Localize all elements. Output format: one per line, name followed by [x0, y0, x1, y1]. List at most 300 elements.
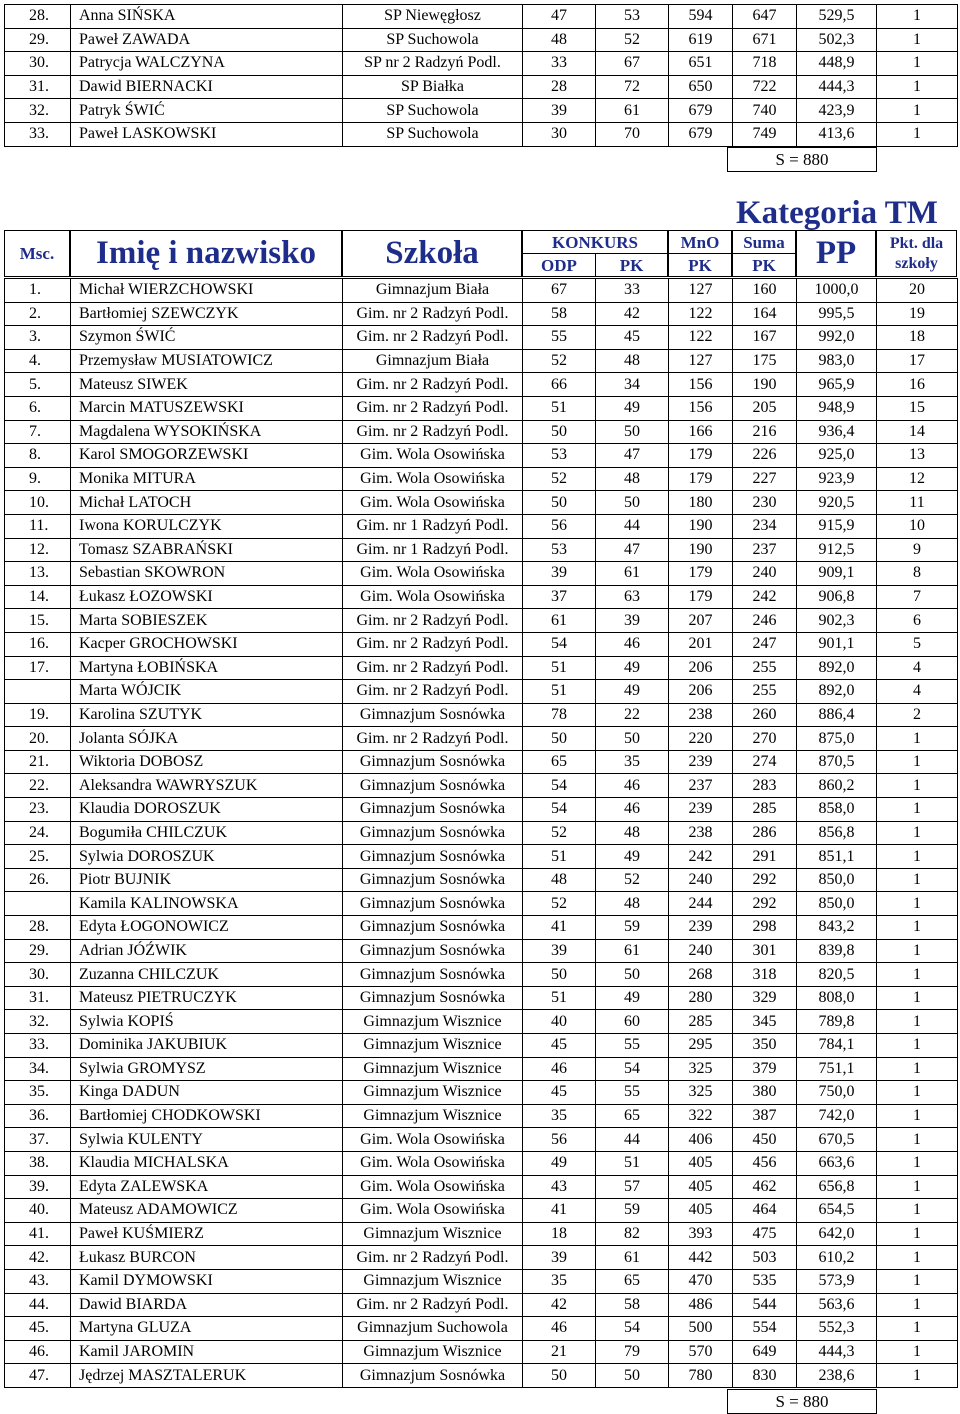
- header-name: Imię i nazwisko: [70, 230, 342, 277]
- konkurs-odp-cell: 45: [523, 1081, 596, 1105]
- rank-cell: 14.: [5, 585, 71, 609]
- table-row: [5, 727, 958, 751]
- table-row: [5, 562, 958, 586]
- mno-pk-cell: 325: [669, 1057, 733, 1081]
- school-cell: Gim. nr 2 Radzyń Podl.: [343, 1293, 523, 1317]
- suma-pk-cell: 255: [733, 680, 797, 704]
- rank-cell: 26.: [5, 868, 71, 892]
- school-cell: Gim. Wola Osowińska: [343, 562, 523, 586]
- konkurs-pk-cell: 50: [596, 963, 669, 987]
- school-points-cell: 1: [877, 727, 958, 751]
- table-row: [5, 444, 958, 468]
- konkurs-pk-cell: 61: [596, 1246, 669, 1270]
- rank-cell: 29.: [5, 28, 71, 52]
- school-cell: Gim. Wola Osowińska: [343, 444, 523, 468]
- konkurs-pk-cell: 54: [596, 1317, 669, 1341]
- mno-pk-cell: 156: [669, 373, 733, 397]
- rank-cell: 13.: [5, 562, 71, 586]
- suma-pk-cell: 649: [733, 1340, 797, 1364]
- mno-pk-cell: 206: [669, 656, 733, 680]
- suma-pk-cell: 286: [733, 821, 797, 845]
- suma-pk-cell: 462: [733, 1175, 797, 1199]
- rank-cell: 23.: [5, 798, 71, 822]
- rank-cell: 12.: [5, 538, 71, 562]
- suma-pk-cell: 318: [733, 963, 797, 987]
- name-cell: Sylwia DOROSZUK: [71, 845, 343, 869]
- konkurs-odp-cell: 41: [523, 916, 596, 940]
- konkurs-odp-cell: 65: [523, 750, 596, 774]
- school-points-cell: 1: [877, 1175, 958, 1199]
- konkurs-odp-cell: 54: [523, 632, 596, 656]
- school-points-cell: 19: [877, 302, 958, 326]
- school-points-cell: 1: [877, 1199, 958, 1223]
- school-points-cell: 1: [877, 1222, 958, 1246]
- name-cell: Kamil JAROMIN: [71, 1340, 343, 1364]
- name-cell: Bartłomiej SZEWCZYK: [71, 302, 343, 326]
- school-cell: Gimnazjum Sosnówka: [343, 986, 523, 1010]
- school-cell: Gim. nr 2 Radzyń Podl.: [343, 727, 523, 751]
- school-points-cell: 14: [877, 420, 958, 444]
- suma-pk-cell: 450: [733, 1128, 797, 1152]
- konkurs-odp-cell: 50: [523, 420, 596, 444]
- table-row: [5, 514, 958, 538]
- header-pk-mno: PK: [668, 253, 732, 277]
- pp-cell: 906,8: [797, 585, 877, 609]
- name-cell: Magdalena WYSOKIŃSKA: [71, 420, 343, 444]
- table-row: [5, 1081, 958, 1105]
- konkurs-pk-cell: 55: [596, 1081, 669, 1105]
- konkurs-odp-cell: 52: [523, 821, 596, 845]
- mno-pk-cell: 280: [669, 986, 733, 1010]
- konkurs-odp-cell: 51: [523, 845, 596, 869]
- suma-pk-cell: 298: [733, 916, 797, 940]
- suma-pk-cell: 274: [733, 750, 797, 774]
- konkurs-pk-cell: 49: [596, 986, 669, 1010]
- category-title: Kategoria TM: [736, 195, 938, 231]
- rank-cell: 10.: [5, 491, 71, 515]
- school-cell: Gim. nr 2 Radzyń Podl.: [343, 1246, 523, 1270]
- mno-pk-cell: 242: [669, 845, 733, 869]
- name-cell: Monika MITURA: [71, 467, 343, 491]
- header-msc: Msc.: [4, 230, 70, 277]
- mno-pk-cell: 679: [669, 122, 733, 146]
- konkurs-odp-cell: 51: [523, 986, 596, 1010]
- school-cell: Gimnazjum Sosnówka: [343, 774, 523, 798]
- school-points-cell: 18: [877, 326, 958, 350]
- mno-pk-cell: 470: [669, 1269, 733, 1293]
- sum-top: S = 880: [727, 147, 877, 172]
- school-points-cell: 1: [877, 1010, 958, 1034]
- pp-cell: 563,6: [797, 1293, 877, 1317]
- table-row: [5, 122, 958, 146]
- konkurs-odp-cell: 53: [523, 444, 596, 468]
- header-pkt: [876, 230, 957, 277]
- name-cell: Karolina SZUTYK: [71, 703, 343, 727]
- mno-pk-cell: 206: [669, 680, 733, 704]
- name-cell: Marcin MATUSZEWSKI: [71, 396, 343, 420]
- school-cell: Gim. nr 1 Radzyń Podl.: [343, 514, 523, 538]
- pp-cell: 751,1: [797, 1057, 877, 1081]
- school-points-cell: 1: [877, 868, 958, 892]
- pp-cell: 992,0: [797, 326, 877, 350]
- suma-pk-cell: 247: [733, 632, 797, 656]
- pp-cell: 875,0: [797, 727, 877, 751]
- school-cell: Gim. nr 2 Radzyń Podl.: [343, 373, 523, 397]
- school-points-cell: 1: [877, 1293, 958, 1317]
- school-points-cell: 1: [877, 1128, 958, 1152]
- name-cell: Mateusz ADAMOWICZ: [71, 1199, 343, 1223]
- mno-pk-cell: 238: [669, 703, 733, 727]
- name-cell: Bogumiła CHILCZUK: [71, 821, 343, 845]
- konkurs-odp-cell: 48: [523, 28, 596, 52]
- konkurs-pk-cell: 49: [596, 845, 669, 869]
- konkurs-odp-cell: 21: [523, 1340, 596, 1364]
- pp-cell: 886,4: [797, 703, 877, 727]
- konkurs-odp-cell: 67: [523, 279, 596, 303]
- table-row: [5, 491, 958, 515]
- rank-cell: 34.: [5, 1057, 71, 1081]
- pp-cell: 909,1: [797, 562, 877, 586]
- suma-pk-cell: 260: [733, 703, 797, 727]
- konkurs-odp-cell: 54: [523, 774, 596, 798]
- table-row: [5, 52, 958, 76]
- name-cell: Martyna ŁOBIŃSKA: [71, 656, 343, 680]
- mno-pk-cell: 679: [669, 99, 733, 123]
- konkurs-pk-cell: 70: [596, 122, 669, 146]
- konkurs-odp-cell: 37: [523, 585, 596, 609]
- rank-cell: 47.: [5, 1364, 71, 1388]
- suma-pk-cell: 387: [733, 1104, 797, 1128]
- table-row: [5, 680, 958, 704]
- school-points-cell: 1: [877, 1269, 958, 1293]
- pp-cell: 850,0: [797, 868, 877, 892]
- table-row: [5, 1034, 958, 1058]
- school-cell: Gim. nr 2 Radzyń Podl.: [343, 420, 523, 444]
- rank-cell: 8.: [5, 444, 71, 468]
- rank-cell: 42.: [5, 1246, 71, 1270]
- konkurs-odp-cell: 39: [523, 562, 596, 586]
- konkurs-odp-cell: 39: [523, 1246, 596, 1270]
- school-points-cell: 1: [877, 821, 958, 845]
- table-row: [5, 28, 958, 52]
- suma-pk-cell: 329: [733, 986, 797, 1010]
- table-row: [5, 302, 958, 326]
- school-cell: Gim. nr 2 Radzyń Podl.: [343, 632, 523, 656]
- rank-cell: [5, 892, 71, 916]
- rank-cell: 30.: [5, 52, 71, 76]
- konkurs-odp-cell: 42: [523, 1293, 596, 1317]
- pp-cell: 642,0: [797, 1222, 877, 1246]
- name-cell: Przemysław MUSIATOWICZ: [71, 349, 343, 373]
- rank-cell: 33.: [5, 122, 71, 146]
- konkurs-pk-cell: 52: [596, 868, 669, 892]
- suma-pk-cell: 226: [733, 444, 797, 468]
- mno-pk-cell: 244: [669, 892, 733, 916]
- school-cell: Gim. Wola Osowińska: [343, 1151, 523, 1175]
- rank-cell: 31.: [5, 75, 71, 99]
- konkurs-pk-cell: 58: [596, 1293, 669, 1317]
- rank-cell: 2.: [5, 302, 71, 326]
- mno-pk-cell: 405: [669, 1151, 733, 1175]
- school-cell: Gimnazjum Biała: [343, 349, 523, 373]
- rank-cell: 1.: [5, 279, 71, 303]
- konkurs-odp-cell: 46: [523, 1057, 596, 1081]
- school-points-cell: 1: [877, 1104, 958, 1128]
- suma-pk-cell: 285: [733, 798, 797, 822]
- school-points-cell: 1: [877, 750, 958, 774]
- table-row: [5, 703, 958, 727]
- name-cell: Sylwia KOPIŚ: [71, 1010, 343, 1034]
- mno-pk-cell: 650: [669, 75, 733, 99]
- konkurs-odp-cell: 50: [523, 727, 596, 751]
- rank-cell: 17.: [5, 656, 71, 680]
- suma-pk-cell: 242: [733, 585, 797, 609]
- konkurs-pk-cell: 51: [596, 1151, 669, 1175]
- suma-pk-cell: 240: [733, 562, 797, 586]
- rank-cell: [5, 680, 71, 704]
- table-row: [5, 349, 958, 373]
- school-cell: Gimnazjum Biała: [343, 279, 523, 303]
- pp-cell: 808,0: [797, 986, 877, 1010]
- pp-cell: 902,3: [797, 609, 877, 633]
- konkurs-odp-cell: 50: [523, 963, 596, 987]
- school-cell: Gimnazjum Sosnówka: [343, 703, 523, 727]
- konkurs-pk-cell: 48: [596, 467, 669, 491]
- konkurs-odp-cell: 55: [523, 326, 596, 350]
- pp-cell: 610,2: [797, 1246, 877, 1270]
- name-cell: Aleksandra WAWRYSZUK: [71, 774, 343, 798]
- rank-cell: 38.: [5, 1151, 71, 1175]
- mno-pk-cell: 285: [669, 1010, 733, 1034]
- school-cell: SP Białka: [343, 75, 523, 99]
- mno-pk-cell: 500: [669, 1317, 733, 1341]
- pp-cell: 843,2: [797, 916, 877, 940]
- name-cell: Łukasz BURCON: [71, 1246, 343, 1270]
- mno-pk-cell: 594: [669, 5, 733, 29]
- name-cell: Karol SMOGORZEWSKI: [71, 444, 343, 468]
- table-row: [5, 1222, 958, 1246]
- table-row: [5, 326, 958, 350]
- name-cell: Patrycja WALCZYNA: [71, 52, 343, 76]
- konkurs-pk-cell: 59: [596, 1199, 669, 1223]
- table-row: [5, 1340, 958, 1364]
- suma-pk-cell: 230: [733, 491, 797, 515]
- name-cell: Paweł KUŚMIERZ: [71, 1222, 343, 1246]
- name-cell: Sylwia GROMYSZ: [71, 1057, 343, 1081]
- name-cell: Dawid BIARDA: [71, 1293, 343, 1317]
- mno-pk-cell: 190: [669, 538, 733, 562]
- table-row: [5, 1364, 958, 1388]
- name-cell: Mateusz SIWEK: [71, 373, 343, 397]
- mno-pk-cell: 220: [669, 727, 733, 751]
- table-header: [4, 230, 957, 276]
- rank-cell: 16.: [5, 632, 71, 656]
- konkurs-pk-cell: 52: [596, 28, 669, 52]
- school-cell: SP Niewęgłosz: [343, 5, 523, 29]
- suma-pk-cell: 647: [733, 5, 797, 29]
- rank-cell: 22.: [5, 774, 71, 798]
- mno-pk-cell: 179: [669, 467, 733, 491]
- rank-cell: 28.: [5, 916, 71, 940]
- pp-cell: 860,2: [797, 774, 877, 798]
- konkurs-pk-cell: 39: [596, 609, 669, 633]
- school-cell: Gimnazjum Sosnówka: [343, 821, 523, 845]
- mno-pk-cell: 405: [669, 1199, 733, 1223]
- konkurs-pk-cell: 50: [596, 1364, 669, 1388]
- school-cell: SP Suchowola: [343, 122, 523, 146]
- konkurs-odp-cell: 54: [523, 798, 596, 822]
- table-row: [5, 396, 958, 420]
- school-points-cell: 1: [877, 1034, 958, 1058]
- school-cell: Gimnazjum Sosnówka: [343, 1364, 523, 1388]
- school-points-cell: 1: [877, 845, 958, 869]
- suma-pk-cell: 283: [733, 774, 797, 798]
- school-cell: Gimnazjum Sosnówka: [343, 963, 523, 987]
- school-points-cell: 12: [877, 467, 958, 491]
- konkurs-pk-cell: 42: [596, 302, 669, 326]
- school-cell: Gimnazjum Wisznice: [343, 1010, 523, 1034]
- table-row: [5, 373, 958, 397]
- konkurs-odp-cell: 47: [523, 5, 596, 29]
- konkurs-odp-cell: 30: [523, 122, 596, 146]
- suma-pk-cell: 345: [733, 1010, 797, 1034]
- suma-pk-cell: 301: [733, 939, 797, 963]
- rank-cell: 3.: [5, 326, 71, 350]
- mno-pk-cell: 651: [669, 52, 733, 76]
- konkurs-odp-cell: 28: [523, 75, 596, 99]
- school-points-cell: 1: [877, 28, 958, 52]
- table-row: [5, 1175, 958, 1199]
- mno-pk-cell: 180: [669, 491, 733, 515]
- mno-pk-cell: 780: [669, 1364, 733, 1388]
- suma-pk-cell: 292: [733, 892, 797, 916]
- school-points-cell: 1: [877, 52, 958, 76]
- school-cell: Gim. Wola Osowińska: [343, 1175, 523, 1199]
- rank-cell: 40.: [5, 1199, 71, 1223]
- school-cell: Gim. nr 2 Radzyń Podl.: [343, 680, 523, 704]
- rank-cell: 5.: [5, 373, 71, 397]
- pp-cell: 936,4: [797, 420, 877, 444]
- pp-cell: 529,5: [797, 5, 877, 29]
- konkurs-pk-cell: 48: [596, 349, 669, 373]
- header-school: Szkoła: [342, 230, 522, 277]
- table-row: [5, 75, 958, 99]
- school-cell: Gim. nr 2 Radzyń Podl.: [343, 302, 523, 326]
- mno-pk-cell: 295: [669, 1034, 733, 1058]
- pp-cell: 423,9: [797, 99, 877, 123]
- mno-pk-cell: 179: [669, 585, 733, 609]
- rank-cell: 11.: [5, 514, 71, 538]
- rank-cell: 6.: [5, 396, 71, 420]
- school-points-cell: 1: [877, 5, 958, 29]
- name-cell: Iwona KORULCZYK: [71, 514, 343, 538]
- name-cell: Sebastian SKOWRON: [71, 562, 343, 586]
- konkurs-odp-cell: 39: [523, 939, 596, 963]
- table-row: [5, 916, 958, 940]
- name-cell: Jędrzej MASZTALERUK: [71, 1364, 343, 1388]
- school-points-cell: 1: [877, 892, 958, 916]
- konkurs-pk-cell: 47: [596, 444, 669, 468]
- table-row: [5, 467, 958, 491]
- pp-cell: 552,3: [797, 1317, 877, 1341]
- pp-cell: 573,9: [797, 1269, 877, 1293]
- name-cell: Kacper GROCHOWSKI: [71, 632, 343, 656]
- konkurs-pk-cell: 49: [596, 396, 669, 420]
- konkurs-pk-cell: 65: [596, 1104, 669, 1128]
- school-cell: Gimnazjum Wisznice: [343, 1034, 523, 1058]
- pp-cell: 925,0: [797, 444, 877, 468]
- pp-cell: 948,9: [797, 396, 877, 420]
- school-points-cell: 11: [877, 491, 958, 515]
- school-cell: Gim. Wola Osowińska: [343, 1128, 523, 1152]
- pp-cell: 851,1: [797, 845, 877, 869]
- name-cell: Zuzanna CHILCZUK: [71, 963, 343, 987]
- mno-pk-cell: 238: [669, 821, 733, 845]
- school-cell: Gimnazjum Wisznice: [343, 1104, 523, 1128]
- rank-cell: 36.: [5, 1104, 71, 1128]
- mno-pk-cell: 207: [669, 609, 733, 633]
- table-row: [5, 1246, 958, 1270]
- mno-pk-cell: 239: [669, 916, 733, 940]
- suma-pk-cell: 671: [733, 28, 797, 52]
- konkurs-pk-cell: 63: [596, 585, 669, 609]
- mno-pk-cell: 486: [669, 1293, 733, 1317]
- suma-pk-cell: 830: [733, 1364, 797, 1388]
- school-points-cell: 1: [877, 963, 958, 987]
- name-cell: Bartłomiej CHODKOWSKI: [71, 1104, 343, 1128]
- previous-category-table: [4, 4, 958, 147]
- suma-pk-cell: 503: [733, 1246, 797, 1270]
- table-row: [5, 1057, 958, 1081]
- pp-cell: 654,5: [797, 1199, 877, 1223]
- name-cell: Michał LATOCH: [71, 491, 343, 515]
- school-cell: Gimnazjum Wisznice: [343, 1081, 523, 1105]
- school-points-cell: 1: [877, 1081, 958, 1105]
- konkurs-pk-cell: 79: [596, 1340, 669, 1364]
- konkurs-odp-cell: 41: [523, 1199, 596, 1223]
- table-row: [5, 1151, 958, 1175]
- suma-pk-cell: 167: [733, 326, 797, 350]
- school-points-cell: 9: [877, 538, 958, 562]
- rank-cell: 43.: [5, 1269, 71, 1293]
- konkurs-pk-cell: 45: [596, 326, 669, 350]
- school-cell: Gimnazjum Sosnówka: [343, 892, 523, 916]
- mno-pk-cell: 240: [669, 939, 733, 963]
- konkurs-pk-cell: 72: [596, 75, 669, 99]
- suma-pk-cell: 380: [733, 1081, 797, 1105]
- konkurs-pk-cell: 35: [596, 750, 669, 774]
- pp-cell: 742,0: [797, 1104, 877, 1128]
- konkurs-pk-cell: 82: [596, 1222, 669, 1246]
- suma-pk-cell: 456: [733, 1151, 797, 1175]
- name-cell: Dominika JAKUBIUK: [71, 1034, 343, 1058]
- name-cell: Martyna GLUZA: [71, 1317, 343, 1341]
- konkurs-odp-cell: 52: [523, 892, 596, 916]
- school-cell: Gim. nr 1 Radzyń Podl.: [343, 538, 523, 562]
- name-cell: Anna SIŃSKA: [71, 5, 343, 29]
- pp-cell: 784,1: [797, 1034, 877, 1058]
- konkurs-odp-cell: 48: [523, 868, 596, 892]
- suma-pk-cell: 554: [733, 1317, 797, 1341]
- mno-pk-cell: 325: [669, 1081, 733, 1105]
- name-cell: Łukasz ŁOZOWSKI: [71, 585, 343, 609]
- konkurs-odp-cell: 51: [523, 680, 596, 704]
- konkurs-odp-cell: 78: [523, 703, 596, 727]
- konkurs-odp-cell: 35: [523, 1104, 596, 1128]
- name-cell: Tomasz SZABRAŃSKI: [71, 538, 343, 562]
- mno-pk-cell: 166: [669, 420, 733, 444]
- mno-pk-cell: 156: [669, 396, 733, 420]
